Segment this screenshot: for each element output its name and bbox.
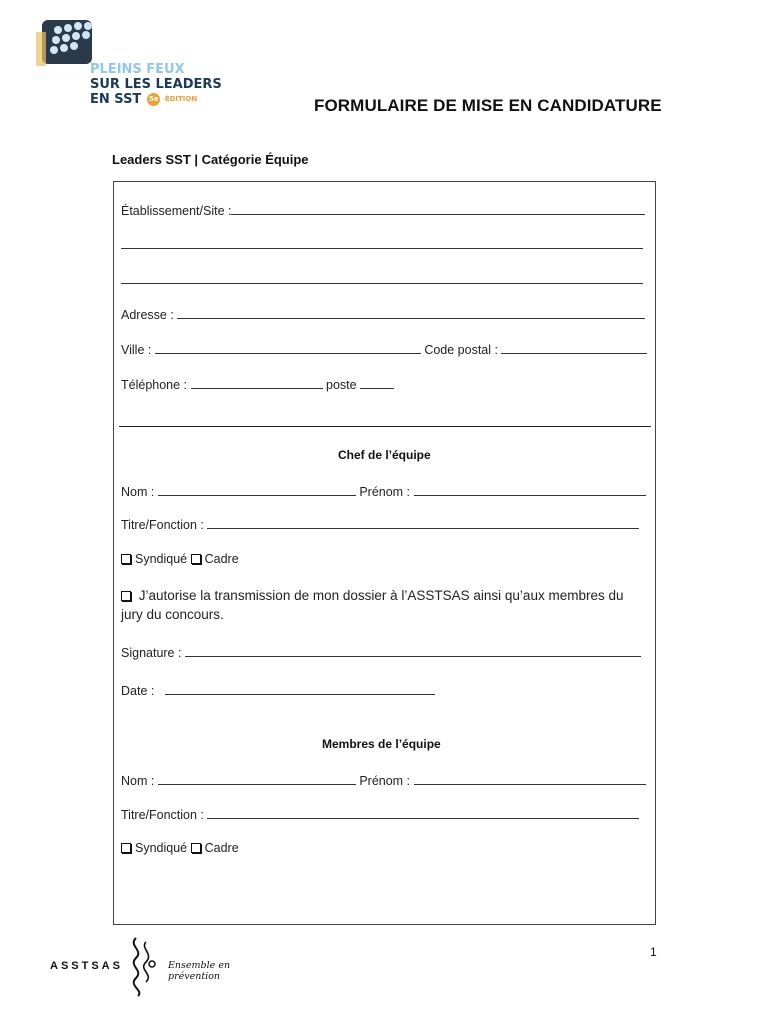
date-row [121,682,435,698]
signature-input[interactable] [185,644,641,657]
member-last-name-input[interactable] [158,772,356,785]
lead-last-name-input[interactable] [158,483,356,496]
address-input[interactable] [177,306,645,319]
lead-unionized-label: Syndiqué [135,552,188,566]
lead-title-input[interactable] [207,516,639,529]
category-subtitle: Leaders SST | Catégorie Équipe [112,152,309,167]
phone-row [121,376,394,392]
member-last-name-label: Nom : [121,774,155,788]
signature-label: Signature : [121,646,182,660]
member-title-row [121,806,639,822]
asstsas-wordmark: ASSTSAS [50,960,123,972]
lead-manager-checkbox[interactable] [191,554,201,564]
extension-input[interactable] [360,376,394,389]
team-members-heading: Membres de l’équipe [322,737,441,751]
logo-line-3-text: EN SST [90,92,142,107]
establishment-label: Établissement/Site : [121,204,232,218]
member-manager-checkbox[interactable] [191,843,201,853]
logo-line-2: SUR LES LEADERS [90,77,222,92]
city-input[interactable] [155,341,421,354]
lead-last-name-label: Nom : [121,485,155,499]
consent-text: J’autorise la transmission de mon dossier à l’ASSTSAS ainsi qu’aux membres du jury du concours. [121,588,624,622]
date-label: Date : [121,684,155,698]
member-name-row [121,772,646,788]
establishment-line-3[interactable] [121,283,643,284]
phone-label: Téléphone : [121,378,188,392]
logo-line-3 [90,92,222,107]
member-unionized-label: Syndiqué [135,841,188,855]
consent-row [121,586,641,624]
establishment-line-2[interactable] [121,248,643,249]
lead-manager-label: Cadre [204,552,239,566]
city-label: Ville : [121,343,152,357]
address-label: Adresse : [121,308,174,322]
establishment-input[interactable] [231,202,645,215]
phone-input[interactable] [191,376,323,389]
pleins-feux-logo [22,12,222,132]
member-title-input[interactable] [207,806,639,819]
address-row [121,306,645,322]
page-title: FORMULAIRE DE MISE EN CANDIDATURE [314,96,662,115]
lead-first-name-input[interactable] [414,483,646,496]
tagline: Ensemble en prévention [168,960,231,982]
logo-line-1: PLEINS FEUX [90,62,185,77]
member-manager-label: Cadre [204,841,239,855]
logo-wordmark [90,62,222,107]
city-row [121,341,647,357]
member-status-row [121,841,239,855]
asstsas-logo [50,934,280,1000]
member-first-name-label: Prénom : [359,774,411,788]
consent-checkbox[interactable] [121,591,131,601]
member-title-label: Titre/Fonction : [121,808,204,822]
edition-label: ÉDITION [164,95,198,103]
swirl-emblem-icon [126,934,162,998]
lead-name-row [121,483,646,499]
edition-badge: 5e [147,93,160,106]
signature-row [121,644,641,660]
lead-title-label: Titre/Fonction : [121,518,204,532]
postal-code-label: Code postal : [424,343,498,357]
member-first-name-input[interactable] [414,772,646,785]
date-input[interactable] [165,682,435,695]
lead-status-row [121,552,239,566]
lead-unionized-checkbox[interactable] [121,554,131,564]
extension-label: poste [326,378,357,392]
postal-code-input[interactable] [501,341,647,354]
lead-title-row [121,516,639,532]
lead-first-name-label: Prénom : [359,485,411,499]
member-unionized-checkbox[interactable] [121,843,131,853]
team-lead-heading: Chef de l’équipe [338,448,431,462]
establishment-row [121,202,645,218]
page-number: 1 [650,945,657,959]
section-divider [119,426,651,427]
